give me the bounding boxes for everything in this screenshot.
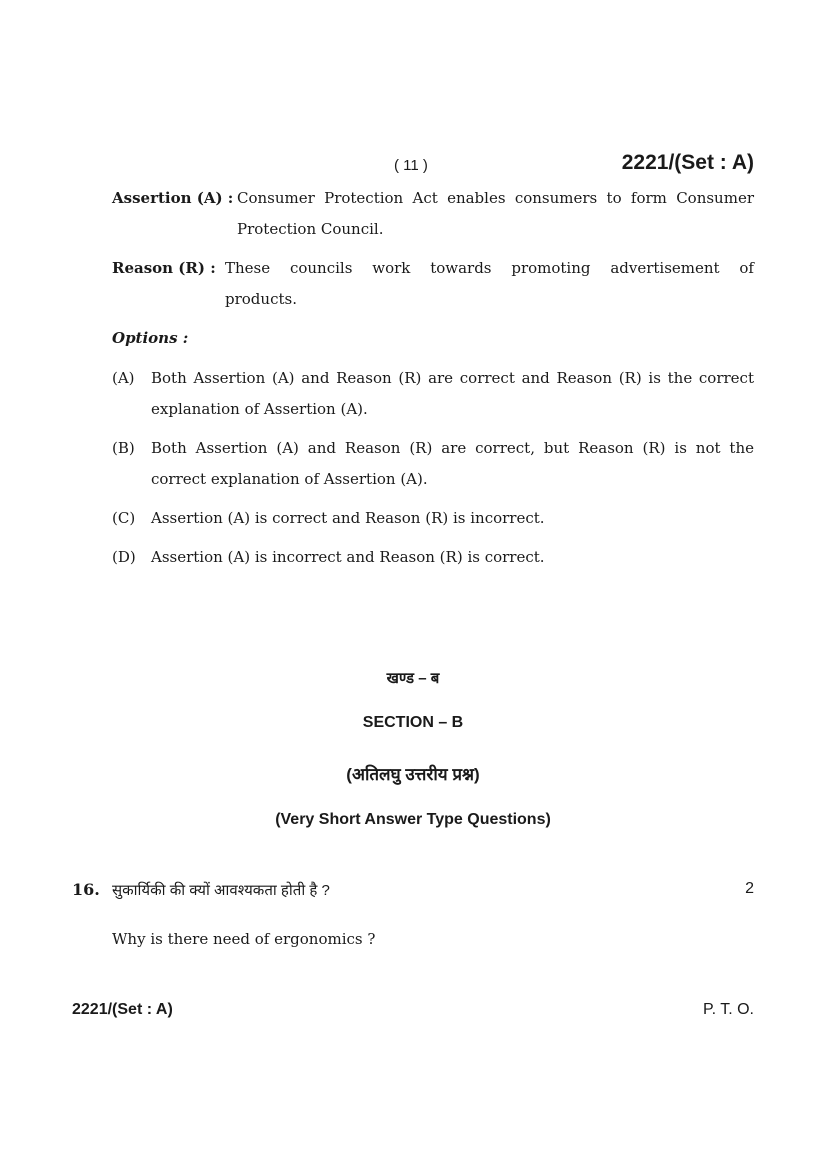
reason-text-line-1: These councils work towards promoting advertisement of [225,259,754,277]
assertion-text: Consumer Protection Act enables consumers to form Consumer Protection Council. [237,189,754,238]
option-key: (D) [112,548,136,566]
question-number: 16. [72,880,100,899]
paper-code-header: 2221/(Set : A) [621,151,754,174]
assertion-label: Assertion (A) : [112,189,234,207]
option-d [112,542,754,573]
reason-text [225,253,754,315]
question-marks: 2 [745,880,754,897]
option-key: (C) [112,509,136,527]
section-subtitle: (Very Short Answer Type Questions) [275,811,551,828]
reason-label: Reason (R) : [112,259,216,277]
option-key: (A) [112,369,135,387]
question-english-text: Why is there need of ergonomics ? [112,930,376,948]
page-number: ( 11 ) [394,157,428,174]
assertion-block [112,183,754,245]
option-a [112,363,754,425]
reason-text-line-2: products. [225,290,297,308]
option-text-line-1: Assertion (A) is incorrect and Reason (R) is correct. [151,548,545,566]
paper-code-footer: 2221/(Set : A) [72,1001,173,1018]
option-text-line-1: Both Assertion (A) and Reason (R) are correct and Reason (R) is the correct [151,369,754,387]
option-text-line-1: Both Assertion (A) and Reason (R) are correct, but Reason (R) is not the [151,439,754,457]
reason-block [112,253,754,315]
section-hindi-title: खण्ड – ब [386,670,440,687]
option-text-line-1: Assertion (A) is correct and Reason (R) is incorrect. [151,509,545,527]
option-b [112,433,754,495]
option-key: (B) [112,439,135,457]
section-title: SECTION – B [362,714,464,731]
question-hindi-text: सुकार्यिकी की क्यों आवश्यकता होती है ? [112,882,330,899]
options-heading: Options : [112,329,189,347]
option-text-line-2: correct explanation of Assertion (A). [151,470,428,488]
option-c [112,503,754,534]
section-hindi-subtitle: (अतिलघु उत्तरीय प्रश्न) [346,765,480,784]
option-text-line-2: explanation of Assertion (A). [151,400,368,418]
pto-label: P. T. O. [703,1001,754,1018]
